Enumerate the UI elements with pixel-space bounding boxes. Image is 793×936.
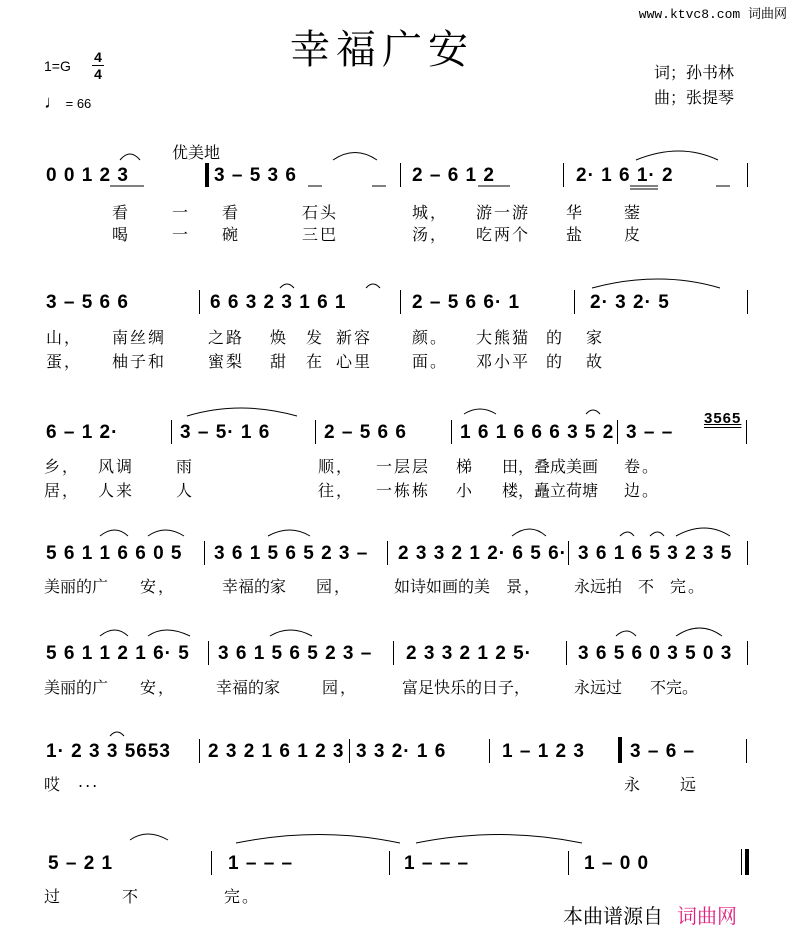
lyric: 乡，: [44, 457, 81, 476]
lyric: ...: [78, 772, 100, 791]
lyric: 石头: [302, 203, 339, 222]
lyric: 焕: [270, 328, 289, 347]
note-segment: 2 3 2 1 6 1 2 3: [208, 741, 345, 762]
note-segment: 0 0 1 2 3: [46, 165, 129, 186]
note-segment: 2 – 5 6 6: [324, 422, 407, 443]
lyric: 蛋，: [46, 352, 83, 371]
note-segment: 5 6 1 1 2 1 6· 5: [46, 643, 190, 664]
lyric: 人来: [98, 481, 135, 500]
note-segment: 2 3 3 2 1 2 5·: [406, 643, 532, 664]
lyric: 永: [624, 775, 643, 794]
note-segment: 1 – 0 0: [584, 853, 650, 874]
lyric: 居，: [44, 481, 81, 500]
note-segment: 3 3 2· 1 6: [356, 741, 447, 762]
lyric: 喝: [112, 225, 131, 244]
lyric: 不: [638, 577, 657, 596]
lyric: 安，: [140, 678, 177, 697]
note-segment: 5 – 2 1: [48, 853, 114, 874]
lyric: 一: [172, 203, 191, 222]
lyric: 的: [546, 328, 565, 347]
lyric: 看: [112, 203, 131, 222]
lyric: 颜。: [412, 328, 449, 347]
lyric: 的: [546, 352, 565, 371]
lyric: 顺，: [318, 457, 355, 476]
lyric: 碗: [222, 225, 241, 244]
lyric: 永远拍: [574, 577, 623, 596]
expression-marking: 优美地: [172, 143, 221, 162]
note-segment: 3 – 5 3 6: [214, 165, 297, 186]
note-segment: 5 6 1 1 6 6 0 5: [46, 543, 183, 564]
note-segment: 1 – 1 2 3: [502, 741, 585, 762]
lyric: 南丝绸: [112, 328, 167, 347]
note-segment: 1· 2 3 3 5653: [46, 741, 171, 762]
lyric: 三巴: [302, 225, 339, 244]
note-segment: 3 6 1 6 5 3 2 3 5: [578, 543, 733, 564]
note-segment: 3 6 5 6 0 3 5 0 3: [578, 643, 733, 664]
tempo-value: = 66: [65, 96, 92, 111]
lyric: 盐: [566, 225, 585, 244]
lyric: 故: [586, 352, 605, 371]
lyric: 楼，矗立荷塘: [502, 481, 599, 500]
lyric: 皮: [624, 225, 643, 244]
note-segment: 2 – 5 6 6· 1: [412, 292, 521, 313]
grace-notes: 3565: [704, 410, 742, 427]
composer: 曲；张提琴: [654, 88, 735, 107]
lyric: 美丽的广: [44, 678, 109, 697]
lyric: 小: [456, 481, 475, 500]
lyric: 柚子和: [112, 352, 167, 371]
note-segment: 6 – 1 2·: [46, 422, 119, 443]
lyric: 面。: [412, 352, 449, 371]
note-segment: 2· 1 6 1· 2: [576, 165, 674, 186]
note-segment: 1 – – –: [404, 853, 470, 874]
lyric: 之路: [208, 328, 245, 347]
note-segment: 1 – – –: [228, 853, 294, 874]
lyric: 幸福的家: [216, 678, 281, 697]
lyric: 卷。: [624, 457, 661, 476]
lyric: 雨: [176, 457, 195, 476]
lyric: 一: [172, 225, 191, 244]
lyric: 一栋栋: [376, 481, 431, 500]
brand-link[interactable]: 词曲网: [677, 904, 737, 928]
lyric: 如诗如画的美: [394, 577, 491, 596]
lyric: 美丽的广: [44, 577, 109, 596]
lyric: 富足快乐的日子，: [402, 678, 531, 697]
song-title: 幸福广安: [290, 27, 474, 73]
note-segment: 3 – 6 –: [630, 741, 696, 762]
lyric: 吃两个: [476, 225, 531, 244]
key-signature: 1=G: [44, 58, 71, 74]
lyric: 梯: [456, 457, 475, 476]
lyric: 田，叠成美画: [502, 457, 599, 476]
note-segment: 3 – 5· 1 6: [180, 422, 271, 443]
note-segment: 6 6 3 2 3 1 6 1: [210, 292, 347, 313]
note-segment: 2 3 3 2 1 2· 6 5 6·: [398, 543, 567, 564]
lyric: 风调: [98, 457, 135, 476]
lyric: 幸福的家: [222, 577, 287, 596]
lyric: 心里: [336, 352, 373, 371]
note-segment: 3 6 1 5 6 5 2 3 –: [218, 643, 373, 664]
lyric: 大熊猫: [476, 328, 531, 347]
lyric: 邓小平: [476, 352, 531, 371]
lyric: 甜: [270, 352, 289, 371]
lyric: 园，: [316, 577, 353, 596]
lyric: 不: [122, 887, 141, 906]
lyric: 看: [222, 203, 241, 222]
lyric: 蜜梨: [208, 352, 245, 371]
note-segment: 3 6 1 5 6 5 2 3 –: [214, 543, 369, 564]
lyric: 新容: [336, 328, 373, 347]
source-credit: [563, 900, 737, 929]
lyric: 过: [44, 887, 63, 906]
note-segment: 3 – 5 6 6: [46, 292, 129, 313]
note-segment: 2 – 6 1 2: [412, 165, 495, 186]
lyric: 人: [176, 481, 195, 500]
lyric: 不完。: [650, 678, 699, 697]
time-signature-bottom: 4: [94, 66, 102, 82]
lyric: 家: [586, 328, 605, 347]
lyric: 永远过: [574, 678, 623, 697]
lyric: 蓥: [624, 203, 643, 222]
lyric: 在: [306, 352, 325, 371]
lyric: 边。: [624, 481, 661, 500]
lyric: 城，: [412, 203, 449, 222]
site-watermark: www.ktvc8.com 词曲网: [638, 7, 787, 22]
quarter-note-icon: ♩: [44, 92, 62, 112]
note-segment: 1 6 1 6 6 6 3 5 2: [460, 422, 615, 443]
lyric: 发: [306, 328, 325, 347]
lyric: 哎: [44, 775, 63, 794]
source-label: 本曲谱源自: [563, 904, 663, 928]
lyricist: 词；孙书林: [654, 63, 735, 82]
lyric: 汤，: [412, 225, 449, 244]
lyric: 往，: [318, 481, 355, 500]
lyric: 景，: [506, 577, 543, 596]
lyric: 山，: [46, 328, 83, 347]
lyric: 远: [680, 775, 699, 794]
note-segment: 2· 3 2· 5: [590, 292, 670, 313]
lyric: 完。: [670, 577, 707, 596]
lyric: 华: [566, 203, 585, 222]
lyric: 游一游: [476, 203, 531, 222]
lyric: 一层层: [376, 457, 431, 476]
time-signature-top: 4: [94, 49, 102, 65]
lyric: 园，: [322, 678, 359, 697]
lyric: 安，: [140, 577, 177, 596]
lyric: 完。: [224, 887, 261, 906]
note-segment: 3 – –: [626, 422, 674, 443]
